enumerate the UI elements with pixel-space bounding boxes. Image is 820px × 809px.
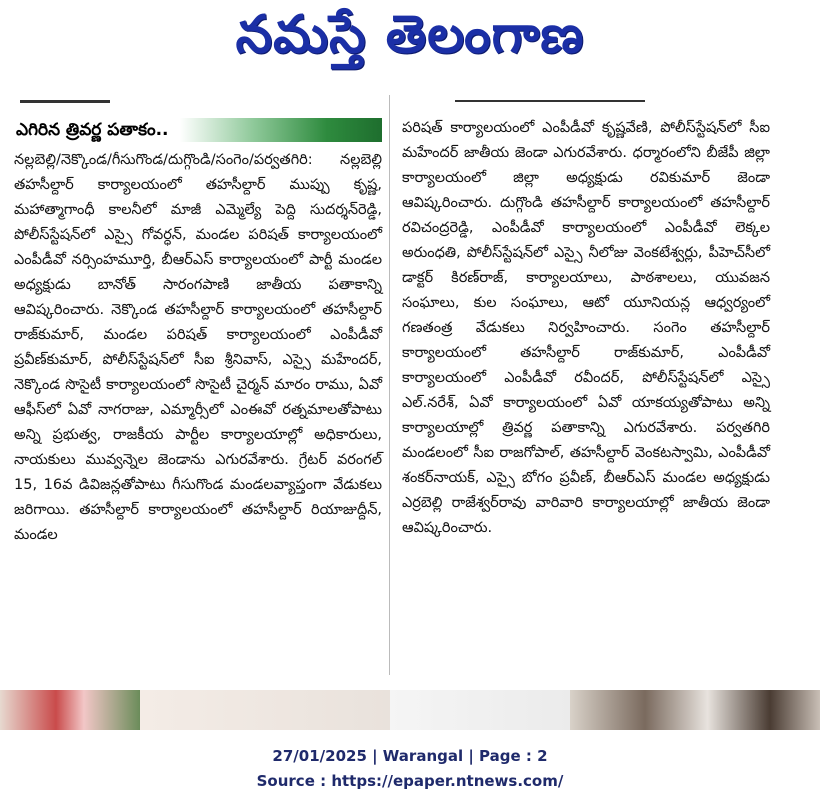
cropped-photo-strip: [0, 690, 820, 730]
article-right-column: [402, 116, 770, 541]
photo-fragment: [140, 690, 390, 730]
masthead-title: నమస్తే తెలంగాణ: [235, 4, 585, 65]
cropped-text-sliver: [455, 100, 645, 102]
photo-fragment: [390, 690, 570, 730]
photo-fragment: [0, 690, 140, 730]
article-body-right: పరిషత్ కార్యాలయంలో ఎంపీడీవో కృష్ణవేణి, పోలీస్‌స్టేషన్‌లో సీఐ మహేందర్ జాతీయ జెండా ఎగురవేశారు. ధర్మారంలోని బీజేపీ జిల్లా కార్యాలయంలో జిల్లా అధ్యక్షుడు రవికుమార్ జెండా ఆవిష్కరించారు. దుగ్గొండి తహసీల్దార్ కార్యాలయంలో తహసీల్దార్ రవిచంద్రరెడ్డి, ఎంపీడీవో కార్యాలయంలో ఎంపీడీవో లెక్కల అరుంధతి, పోలీస్‌స్టేషన్‌లో ఎస్సై నీలోజు వెంకటేశ్వర్లు, పీహెచ్‌సీలో డాక్టర్ కిరణ్‌రాజ్, కార్యాలయాలు, పాఠశాలలు, యువజన సంఘాలు, కుల సంఘాలు, ఆటో యూనియన్ల ఆధ్వర్యంలో గణతంత్ర వేడుకలు నిర్వహించారు. సంగెం తహసీల్దార్ కార్యాలయంలో తహసీల్దార్ రాజ్‌కుమార్, ఎంపీడీవో కార్యాలయంలో ఎంపీడీవో రవీందర్, పోలీస్‌స్టేషన్‌లో ఎస్సై ఎల్.నరేశ్, ఏవో కార్యాలయంలో ఏవో యాకయ్యతోపాటు అన్ని కార్యాలయాల్లో త్రివర్ణ పతాకాన్ని ఎగురవేశారు. పర్వతగిరి మండలంలో సీఐ రాజగోపాల్, తహసీల్దార్ వెంకటస్వామి, ఎంపీడీవో శంకర్‌నాయక్, ఎస్సై బోగం ప్రవీణ్, బీఆర్‌ఎస్ మండల అధ్యక్షుడు ఎర్రబెల్లి రాజేశ్వర్‌రావు వారివారి కార్యాలయాల్లో జాతీయ జెండా ఆవిష్కరించారు.: [402, 120, 770, 536]
masthead-logo: [0, 6, 820, 76]
edition-line: 27/01/2025 | Warangal | Page : 2: [272, 747, 548, 765]
article-left-column: [14, 118, 382, 548]
source-line: Source : https://epaper.ntnews.com/: [256, 772, 564, 790]
photo-fragment: [570, 690, 820, 730]
article-body-left: నల్లబెల్లి/నెక్కొండ/గీసుగొండ/దుగ్గొండి/సంగెం/పర్వతగిరి: నల్లబెల్లి తహసీల్దార్ కార్యాలయంలో తహసీల్దార్ ముప్పు కృష్ణ, మహాత్మాగాంధీ కాలనీలో మాజీ ఎమ్మెల్యే పెద్ది సుదర్శన్‌రెడ్డి, పోలీస్‌స్టేషన్‌లో ఎస్సై గోవర్ధన్, మండల పరిషత్ కార్యాలయంలో ఎంపీడీవో నర్సింహమూర్తి, బీఆర్‌ఎస్ కార్యాలయంలో పార్టీ మండల అధ్యక్షుడు బానోత్ సారంగపాణి జాతీయ పతాకాన్ని ఆవిష్కరించారు. నెక్కొండ తహసీల్దార్ కార్యాలయంలో తహసీల్దార్ రాజ్‌కుమార్, మండల పరిషత్ కార్యాలయంలో ఎంపీడీవో ప్రవీణ్‌కుమార్, పోలీస్‌స్టేషన్‌లో సీఐ శ్రీనివాస్, ఎస్సై మహేందర్, నెక్కొండ సొసైటీ కార్యాలయంలో సొసైటీ చైర్మన్ మారం రాము, ఏవో ఆఫీస్‌లో ఏవో నాగరాజు, ఎమ్మార్సీలో ఎంఈవో రత్నమాలతోపాటు అన్ని ప్రభుత్వ, రాజకీయ పార్టీల కార్యాలయాల్లో అధికారులు, నాయకులు మువ్వన్నెల జెండాను ఎగురవేశారు. గ్రేటర్ వరంగల్ 15, 16వ డివిజన్లతోపాటు గీసుగొండ మండలవ్యాప్తంగా వేడుకలు జరిగాయి. తహసీల్దార్ కార్యాలయంలో తహసీల్దార్ రియాజుద్దీన్, మండల: [14, 152, 382, 543]
headline-bar: [14, 118, 382, 142]
page-footer: [0, 744, 820, 794]
cropped-text-sliver: [20, 100, 110, 103]
column-divider: [389, 95, 390, 675]
article-headline: ఎగిరిన త్రివర్ణ పతాకం..: [16, 120, 169, 140]
